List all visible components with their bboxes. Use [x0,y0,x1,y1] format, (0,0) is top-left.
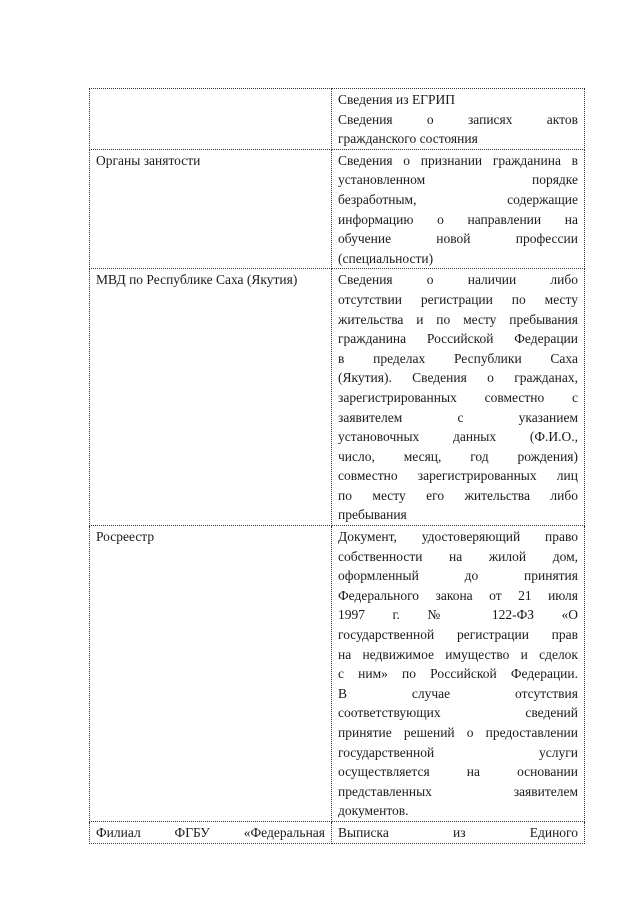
information-line: гражданского состояния [338,131,478,147]
information-line: оформленный до принятия [338,568,578,584]
information-line: документов. [338,803,409,819]
organization-name: Росреестр [96,529,155,545]
information-line: осуществляется на основании [338,764,578,780]
information-line: гражданина Российской Федерации [338,331,578,347]
information-line: зарегистрированных совместно с [338,389,578,405]
information-line: число, месяц, год рождения) [338,448,578,464]
information-line: принятие решений о предоставлении [338,725,578,740]
information-line: соответствующих сведений [338,705,578,721]
information-line: Сведения из ЕГРИП [338,92,455,107]
information-line: Документ, удостоверяющий право [338,529,578,545]
information-line: отсутствии регистрации по месту [338,291,578,307]
table-row [90,526,585,822]
table-cell-organization [90,149,332,269]
information-line: Сведения о признании гражданина в [338,152,578,168]
information-line: жительства и по месту пребывания [338,311,578,327]
information-line: совместно зарегистрированных лиц [338,468,578,484]
documents-table [89,88,585,844]
information-line: Выписка из Единого [338,824,578,840]
table-cell-information [332,149,585,269]
organization-name: МВД по Республике Саха (Якутия) [96,272,298,288]
information-line: информацию о направлении на [338,211,578,227]
table-cell-information [332,526,585,822]
information-line: представленных заявителем [338,783,578,799]
table-cell-information [332,89,585,150]
information-line: по месту его жительства либо [338,487,578,503]
table-row [90,821,585,843]
information-line: В случае отсутствия [338,685,578,701]
information-line: собственности на жилой дом, [338,548,578,564]
information-line: установленном порядке [338,172,578,188]
table-cell-organization [90,526,332,822]
information-line: на недвижимое имущество и сделок [338,646,578,662]
information-line: с ним» по Российской Федерации. [338,666,578,682]
table-row [90,269,585,526]
organization-name: Филиал ФГБУ «Федеральная [96,824,325,840]
table-row [90,149,585,269]
information-line: государственной услуги [338,744,578,760]
information-line: в пределах Республики Саха [338,350,578,366]
information-line: Сведения о наличии либо [338,272,578,288]
table-row [90,89,585,150]
information-line: (специальности) [338,250,434,266]
information-line: Федерального закона от 21 июля [338,587,578,603]
information-line: Сведения о записях актов [338,111,578,127]
information-line: 1997 г. № 122-ФЗ «О [338,607,578,623]
information-line: обучение новой профессии [338,231,578,247]
information-line: пребывания [338,507,407,523]
table-cell-information [332,821,585,843]
information-line: заявителем с указанием [338,409,578,425]
information-line: безработным, содержащие [338,191,578,207]
information-line: (Якутия). Сведения о гражданах, [338,370,578,386]
table-cell-organization [90,89,332,150]
table-cell-organization [90,269,332,526]
information-line: установочных данных (Ф.И.О., [338,429,578,445]
table-cell-organization [90,821,332,843]
information-line: государственной регистрации прав [338,627,578,643]
organization-name: Органы занятости [96,152,201,168]
table-cell-information [332,269,585,526]
